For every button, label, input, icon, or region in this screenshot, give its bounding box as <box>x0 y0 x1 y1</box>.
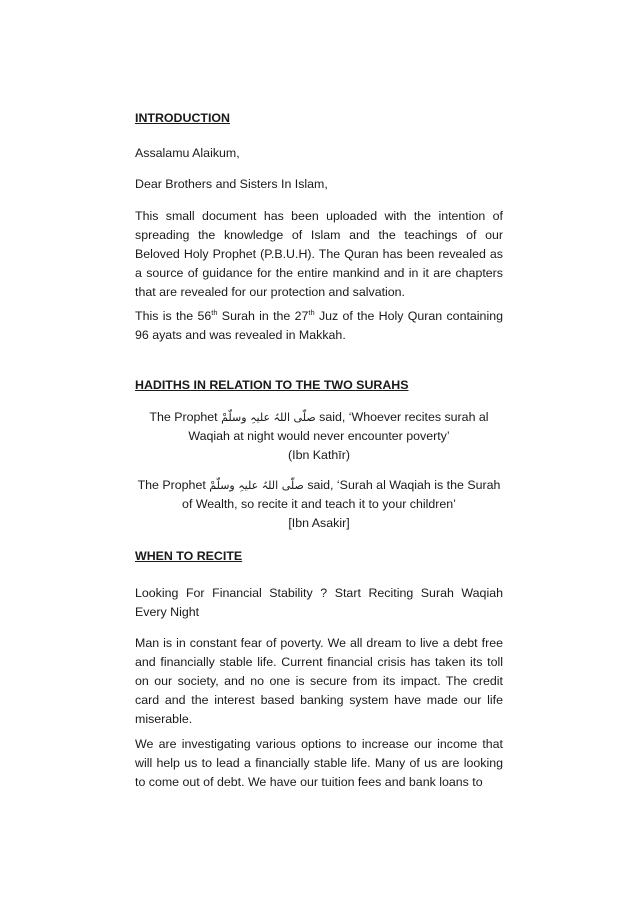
greeting: Assalamu Alaikum, <box>135 146 240 160</box>
when-to-recite-heading: WHEN TO RECITE <box>135 549 243 563</box>
hadith-2-source: [Ibn Asakir] <box>288 516 350 530</box>
hadith-1 <box>135 408 503 465</box>
hadith-1-arabic: صلّی اللہُ علیہِ وسلّمْ <box>221 411 316 424</box>
hadith-2 <box>135 476 503 533</box>
hadith-2-line1 <box>135 476 503 495</box>
surah-info-part1: This is the 56 <box>135 309 212 323</box>
hadiths-heading: HADITHS IN RELATION TO THE TWO SURAHS <box>135 378 409 392</box>
introduction-section <box>135 109 503 128</box>
hadith-2-suffix: said, ‘Surah al Waqiah is the Surah <box>307 478 501 492</box>
hadith-1-source: (Ibn Kathīr) <box>288 448 350 462</box>
ordinal-suffix: th <box>211 307 218 317</box>
hadith-1-line2: Waqiah at night would never encounter poverty’ <box>188 429 450 443</box>
introduction-heading: INTRODUCTION <box>135 111 230 125</box>
surah-info-part2: Surah in the 27 <box>217 309 309 323</box>
recite-paragraph-3: We are investigating various options to increase our income that will help us to lead a financially stable life. Many of us are looking to come out of debt. We have our tuition fees and bank loans to <box>135 737 503 789</box>
hadith-2-line2: of Wealth, so recite it and teach it to your children’ <box>182 497 456 511</box>
hadith-2-prefix: The Prophet <box>137 478 206 492</box>
hadith-1-line1 <box>135 408 503 427</box>
ordinal-suffix: th <box>308 307 315 317</box>
hadith-1-suffix: said, ‘Whoever recites surah al <box>319 410 489 424</box>
hadith-2-arabic: صلّی اللہُ علیہِ وسلّمْ <box>209 479 304 492</box>
surah-info-paragraph <box>135 307 503 345</box>
recite-paragraph-1: Looking For Financial Stability ? Start Reciting Surah Waqiah Every Night <box>135 586 503 619</box>
surah-info-part3: Juz of the Holy Quran containing 96 ayats and was revealed in Makkah. <box>135 309 503 342</box>
intro-paragraph: This small document has been uploaded with the intention of spreading the knowledge of Islam and the teachings of our Beloved Holy Prophet (P.B.U.H). The Quran has been revealed as a source of guidance for the entire mankind and in it are chapters that are revealed for our protection and salvation. <box>135 209 503 299</box>
hadith-1-prefix: The Prophet <box>149 410 218 424</box>
salutation: Dear Brothers and Sisters In Islam, <box>135 177 328 191</box>
recite-paragraph-2: Man is in constant fear of poverty. We all dream to live a debt free and financially stable life. Current financial crisis has taken its toll on our society, and no one is secure from its impact. The credit card and the interest based banking system have made our life miserable. <box>135 636 503 726</box>
